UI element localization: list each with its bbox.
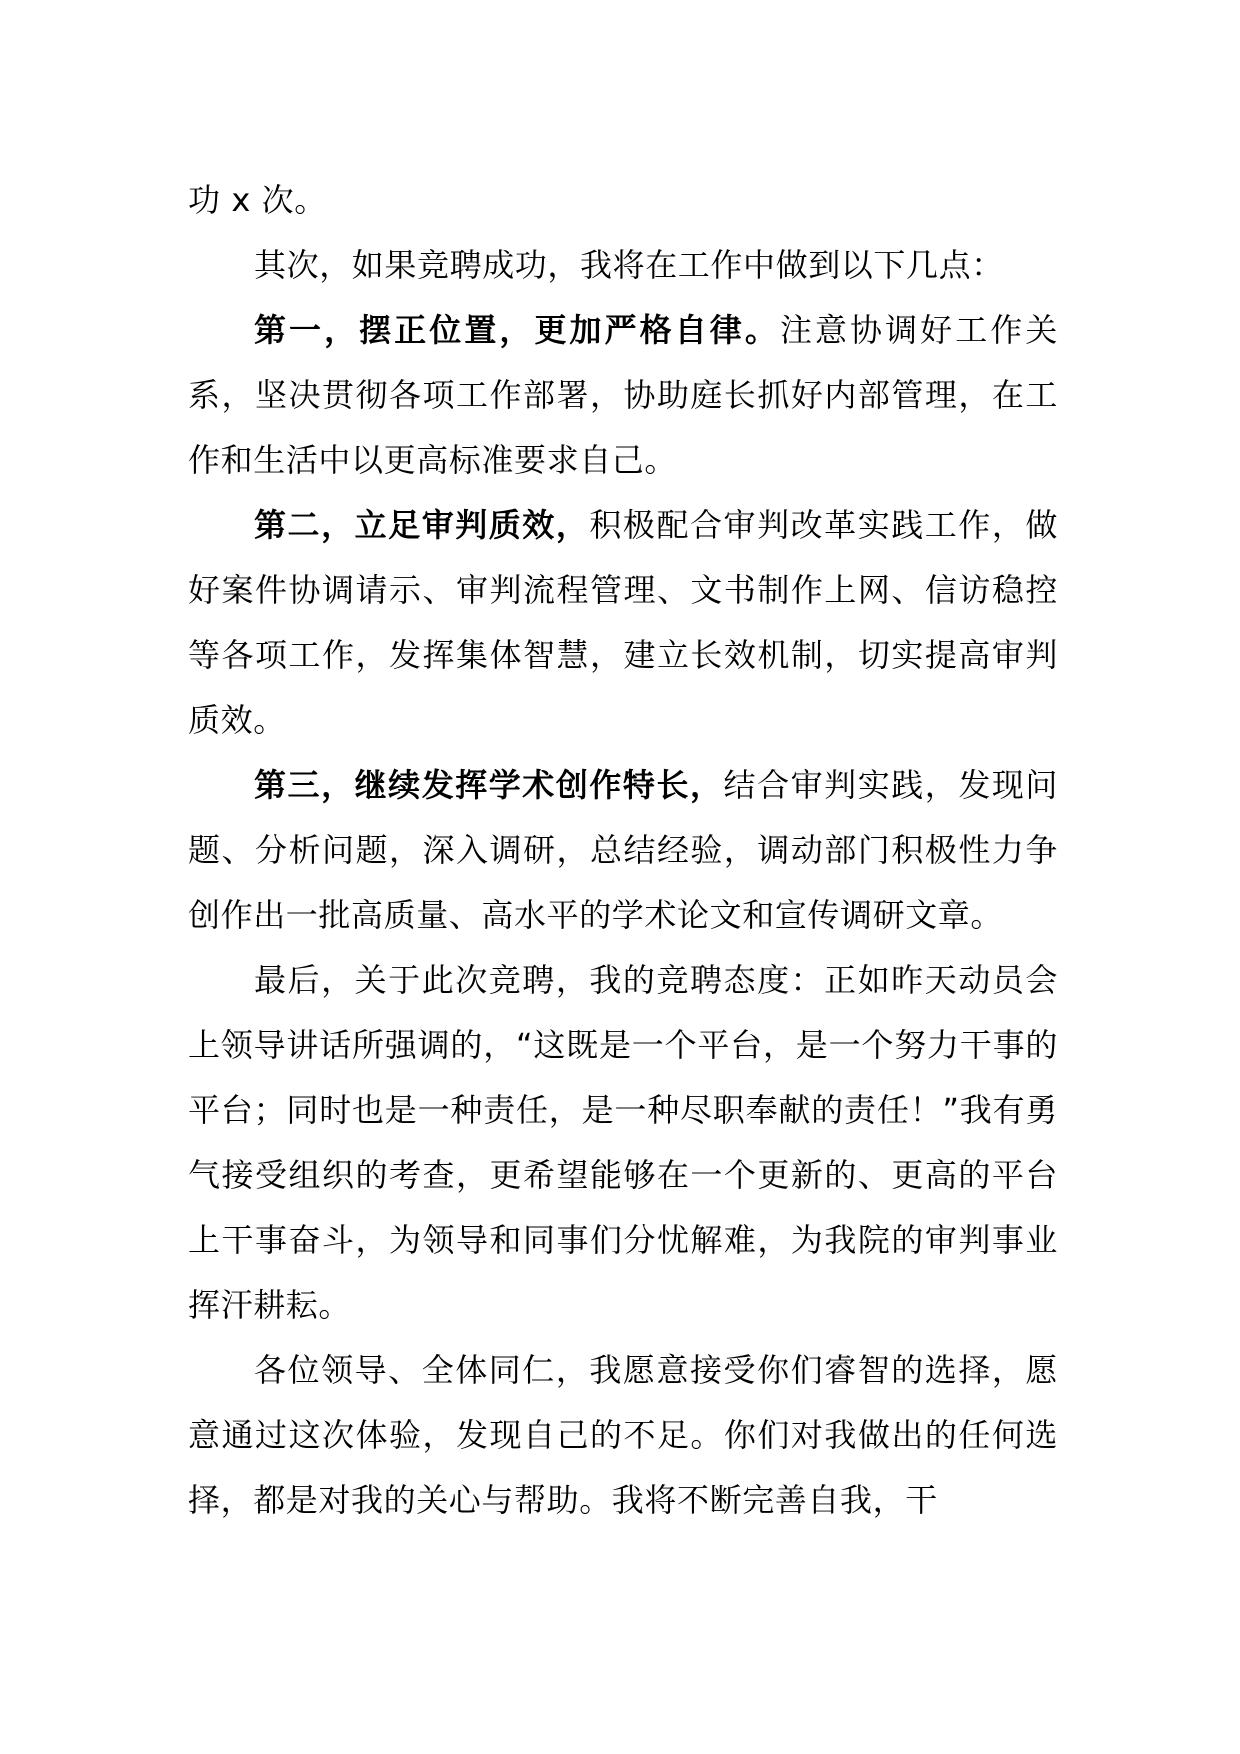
paragraph-closing bbox=[188, 1338, 1058, 1533]
paragraph-secondly bbox=[188, 233, 1058, 298]
paragraph-text: 各位领导、全体同仁，我愿意接受你们睿智的选择，愿意通过这次体验，发现自己的不足。你们对我做出的任何选择，都是对我的关心与帮助。我将不断完善自我，干 bbox=[188, 1351, 1058, 1519]
paragraph-text: 最后，关于此次竞聘，我的竞聘态度：正如昨天动员会上领导讲话所强调的，“这既是一个平台，是一个努力干事的平台；同时也是一种责任，是一种尽职奉献的责任！”我有勇气接受组织的考查，更希望能够在一个更新的、更高的平台上干事奋斗，为领导和同事们分忧解难，为我院的审判事业挥汗耕耘。 bbox=[188, 961, 1058, 1324]
paragraph-text: 结合审判实践，发现问题、分析问题，深入调研，总结经验，调动部门积极性力争创作出一批高质量、高水平的学术论文和宣传调研文章。 bbox=[188, 766, 1058, 934]
paragraph-text: 积极配合审判改革实践工作，做好案件协调请示、审判流程管理、文书制作上网、信访稳控等各项工作，发挥集体智慧，建立长效机制，切实提高审判质效。 bbox=[188, 506, 1058, 739]
paragraph-finally bbox=[188, 948, 1058, 1338]
document-page bbox=[188, 168, 1058, 1533]
paragraph-lead: 第二，立足审判质效， bbox=[254, 506, 590, 544]
paragraph-point-one bbox=[188, 298, 1058, 493]
paragraph-text: 功 x 次。 bbox=[188, 181, 327, 219]
paragraph-point-three bbox=[188, 753, 1058, 948]
paragraph-text: 注意协调好工作关系，坚决贯彻各项工作部署，协助庭长抓好内部管理，在工作和生活中以更高标准要求自己。 bbox=[188, 311, 1058, 479]
paragraph-text: 其次，如果竞聘成功，我将在工作中做到以下几点： bbox=[254, 246, 1004, 284]
paragraph-point-two bbox=[188, 493, 1058, 753]
paragraph-lead: 第三，继续发挥学术创作特长， bbox=[254, 766, 724, 804]
paragraph-continuation bbox=[188, 168, 1058, 233]
paragraph-lead: 第一，摆正位置，更加严格自律。 bbox=[254, 311, 780, 349]
